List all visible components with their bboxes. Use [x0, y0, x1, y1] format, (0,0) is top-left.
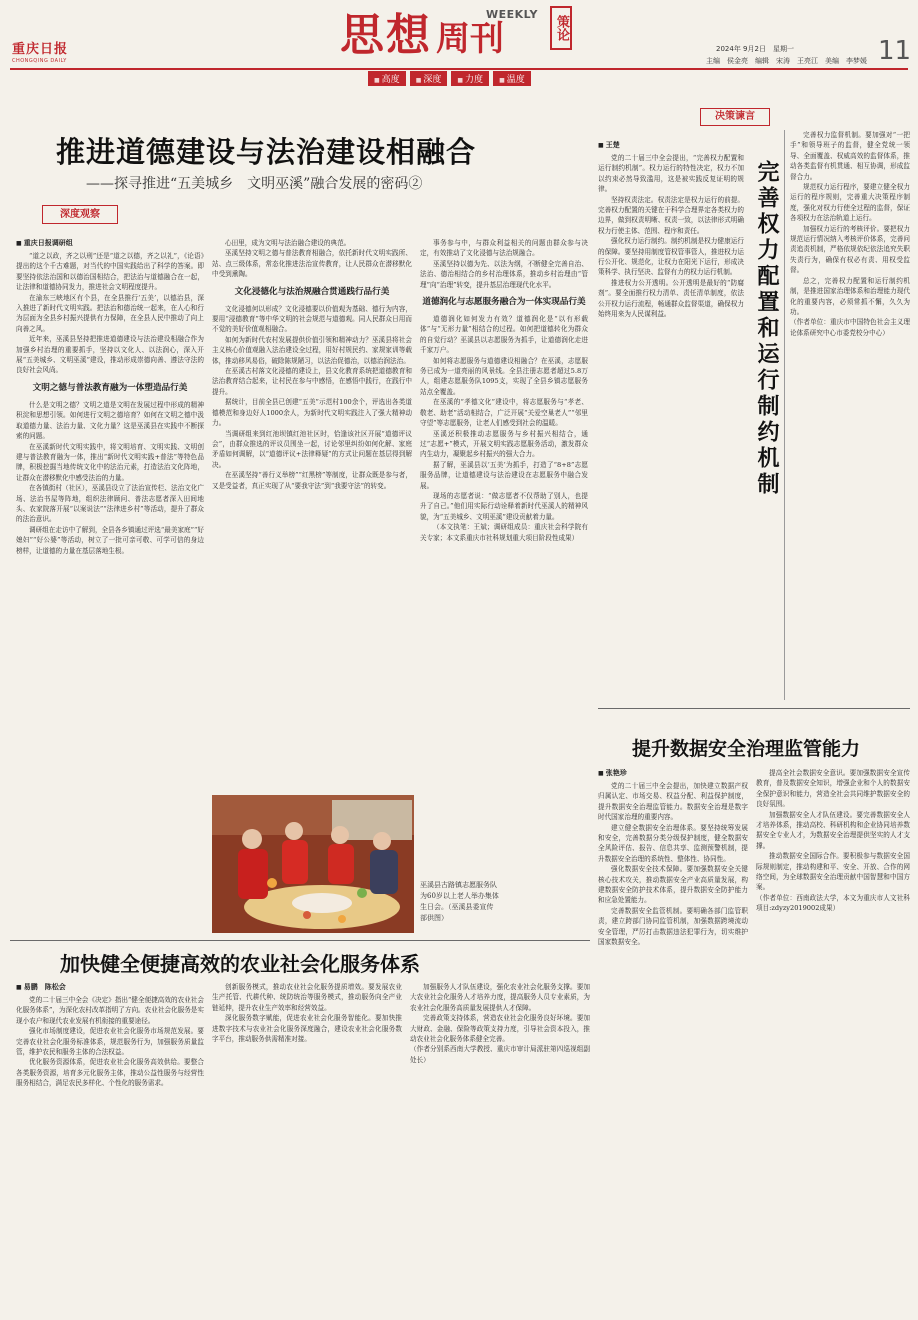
right-top-col-1: [598, 140, 744, 700]
right-vertical-title: 完善权力配置和运行制约机制: [754, 160, 780, 498]
photo-caption: 巫溪县古路镇志愿服务队为60岁以上老人举办集体生日会。（巫溪县委宣传部供图）: [420, 881, 499, 922]
paragraph: 党的二十届三中全会提出，加快建立数据产权归属认定、市场交易、权益分配、利益保护制度，提升数据安全治理监管能力。数据安全治理是数字时代国家治理的重要内容。: [598, 782, 748, 822]
author-note: （作者单位：西南政法大学，本文为重庆市人文社科项目:zdyzy2019002成果）: [756, 893, 910, 913]
masthead-title: [340, 8, 504, 68]
paragraph: 巫溪坚持以德为先、以法为纲，不断健全完善自治、法治、德治相结合的乡村治理体系，推动乡村治理由“管理”向“治理”转变，提升基层治理现代化水平。: [420, 259, 588, 289]
paragraph: 党的二十届三中全会提出，“完善权力配置和运行制约机制”。权力运行的特性决定，权力不加以约束必然导致滥用，这是被实践反复证明的规律。: [598, 154, 744, 194]
main-col-2: [212, 238, 412, 788]
paragraph: 文化浸德何以形成？文化浸德要以价值观为基础、德行为内容，要用“浸德教育”等中华文明的社会规范与道德观。同人民群众日用而不觉的美好价值观相融合。: [212, 304, 412, 334]
newspaper-logo: [12, 38, 82, 64]
bottom-byline: ■ 易鹏 陈松会: [16, 982, 204, 992]
paragraph: 强化市场制度建设，促进农业社会化服务市场规范发展。要完善农业社会化服务标准体系，规范服务行为，加强服务质量监管，维护农民和服务主体的合法权益。: [16, 1027, 204, 1057]
right-bottom-col-2: [756, 768, 910, 1308]
bottom-col-1: [16, 982, 204, 1312]
right-bottom-col-1: [598, 768, 748, 1308]
paragraph: 当调研组来到红池坝镇红池社区时，恰逢该社区开展“道德评议会”，由群众推选的评议员围坐一起，讨论邻里纠纷如何化解、家庭矛盾如何调解，以“道德评议+法律释疑”的方式让问题在基层得到解决。: [212, 429, 412, 469]
paragraph: 加强数据安全人才队伍建设。要完善数据安全人才培养体系，推动高校、科研机构和企业协同培养数据安全专业人才，为数据安全治理提供坚实的人才支撑。: [756, 810, 910, 850]
masthead-title-sub: 周刊: [436, 19, 504, 59]
logo-en: CHONGQING DAILY: [12, 58, 67, 64]
paragraph: 提高全社会数据安全意识。要加强数据安全宣传教育，普及数据安全知识，增强企业和个人的数据安全保护意识和能力，营造全社会共同维护数据安全的良好氛围。: [756, 769, 910, 809]
paragraph: 如何为新时代农村发展提供价值引领和精神动力？巫溪县将社会主义核心价值观融入法治建设全过程，用好村规民约、家规家训等载体，推动移风易俗，破除陈规陋习，以法治促德治，以德治润法治。: [212, 335, 412, 365]
paragraph: 在各镇街村（社区），巫溪县设立了法治宣传栏、法治文化广场、法治书屋等阵地，组织法律顾问、普法志愿者深入田间地头、农家院落开展“以案说法”“法律进乡村”等活动，提升了群众的法治意识。: [16, 484, 204, 524]
paragraph: 加强权力运行的考核评价。要把权力规范运行情况纳入考核评价体系，完善问责追责机制，严格依规依纪依法追究失职失责行为，确保有权必有责、用权受监督。: [790, 224, 910, 275]
paragraph: 巫溪还积极推动志愿服务与乡村振兴相结合，通过“志愿+”模式，开展文明实践志愿服务活动，激发群众内生动力，凝聚起乡村振兴的强大合力。: [420, 429, 588, 459]
main-col-3: [420, 238, 588, 868]
paragraph: 如何将志愿服务与道德建设相融合？在巫溪，志愿服务已成为一道亮丽的风景线。全县注册志愿者超过5.8万人，组建志愿服务队1095支，实现了全县乡镇志愿服务站点全覆盖。: [420, 356, 588, 396]
section-subhead: 道德润化与志愿服务融合为一体实现品行美: [422, 297, 586, 308]
right-badge: 决策谏言: [700, 108, 770, 126]
volunteer-photo: [212, 795, 414, 933]
paragraph: 强化数据安全技术保障。要加强数据安全关键核心技术攻关，推动数据安全产业高质量发展，构建数据安全防护技术体系，提升数据安全防护能力和应急处置能力。: [598, 865, 748, 905]
paragraph: 据统计，目前全县已创建“五美”示范村100余个，评选出各类道德模范和身边好人1000余人，为新时代文明实践注入了强大精神动力。: [212, 398, 412, 428]
masthead-weekly: WEEKLY: [486, 8, 538, 21]
right-divider: [598, 708, 910, 709]
paragraph: 现场的志愿者说：“做志愿者不仅帮助了别人，也提升了自己。”他们用实际行动诠释着新时代巫溪人的精神风貌，为“五美城乡、文明巫溪”建设贡献着力量。: [420, 491, 588, 521]
paragraph: 在渝东三峡地区有个县，在全县推行‘五美’，以德治县，深入推进了新时代文明实践。把法治和德治统一起来，在人心和行为层面为全县乡村振兴提供有力保障，在全县人民中推动了向上向善之风。: [16, 293, 204, 333]
main-article-subtitle: ——探寻推进“五美城乡 文明巫溪”融合发展的密码②: [86, 176, 423, 192]
main-col-1: [16, 238, 204, 918]
paragraph: 巫溪坚持文明之德与普法教育相融合，依托新时代文明实践所、站、点三级体系，常态化推进法治宣传教育，让人民群众在潜移默化中受到熏陶。: [212, 249, 412, 279]
tag-height: ■ 高度: [368, 71, 406, 86]
logo-cn: 重庆日报: [12, 42, 69, 57]
author-note: （作者分别系西南大学教授、重庆市审计局派驻第四巡视组副处长）: [410, 1045, 590, 1064]
paragraph: 在巫溪坚持“善行义举榜”“红黑榜”等制度，让群众既是参与者，又是受益者，真正实现了从“要我守法”到“我要守法”的转变。: [212, 471, 412, 490]
section-subhead: 文化浸德化与法治规融合贯通践行品行美: [234, 286, 390, 297]
paragraph: 总之，完善权力配置和运行制约机制，是推进国家治理体系和治理能力现代化的重要内容，必须常抓不懈，久久为功。: [790, 276, 910, 316]
paragraph: 坚持权责法定。权责法定是权力运行的前提。完善权力配置的关键在于科学合理界定各类权力的边界，做到权责明晰、权责一致，以法律形式明确权力行使主体、范围、程序和责任。: [598, 195, 744, 235]
column-divider: [784, 130, 785, 700]
paragraph: 党的二十届三中全会《决定》指出“健全便捷高效的农业社会化服务体系”，为深化农村改革指明了方向。农业社会化服务是实现小农户和现代农业发展有机衔接的重要途径。: [16, 996, 204, 1025]
paragraph: 优化服务资源体系，促进农业社会化服务高效供给。要整合各类服务资源，培育多元化服务主体，推动公益性服务与经营性服务相结合，满足农民多样化、个性化的服务需求。: [16, 1058, 204, 1088]
page-number: 11: [878, 36, 912, 66]
paragraph: 完善政策支持体系，营造农业社会化服务良好环境。要加大财政、金融、保险等政策支持力度，引导社会资本投入，推动农业社会化服务体系健全完善。: [410, 1014, 590, 1044]
paragraph: 深化服务数字赋能，促进农业社会化服务智能化。要加快推进数字技术与农业社会化服务深度融合，建设农业社会化服务数字平台，推动服务供需精准对接。: [212, 1014, 402, 1044]
paragraph: 调研组在走访中了解到，全县各乡镇通过评选“最美家庭”“好媳妇”“好公婆”等活动，树立了一批可亲可敬、可学可信的身边榜样，让道德的力量在基层落地生根。: [16, 525, 204, 555]
paragraph: 创新服务模式，推动农业社会化服务提质增效。要发展农业生产托管、代耕代种、统防统治等服务模式，推动服务向全产业链延伸，提升农业生产效率和经营效益。: [212, 983, 402, 1012]
main-article-title: 推进道德建设与法治建设相融合: [56, 135, 477, 169]
author-note: （作者单位：重庆市中国特色社会主义理论体系研究中心市委党校分中心）: [790, 318, 910, 337]
author-note: （本文执笔：王斌；调研组成员：重庆社会科学院有关专家；本文系重庆市社科规划重大项目阶段性成果）: [420, 523, 588, 542]
paragraph: 道德润化如何发力有效？道德润化是“以有形载体”与“无形力量”相结合的过程。如何把道德转化为群众的自觉行动？巫溪县以志愿服务为抓手，让道德润化走进千家万户。: [420, 315, 588, 355]
paragraph: 在巫溪的“孝德文化”建设中，将志愿服务与“孝老、敬老、助老”活动相结合，广泛开展“关爱空巢老人”“邻里守望”等志愿服务，让老人们感受到社会的温暖。: [420, 398, 588, 428]
right-top-byline: ■ 王楚: [598, 140, 744, 150]
tag-warmth: ■ 温度: [493, 71, 531, 86]
masthead-rule: [10, 68, 908, 70]
paragraph: 完善数据安全监管机制。要明确各部门监管职责，建立跨部门协同监管机制，加强数据跨境流动安全管理，严厉打击数据违法犯罪行为，切实维护国家数据安全。: [598, 906, 748, 947]
right-top-col-2: [790, 130, 910, 700]
agri-service-title: 加快健全便捷高效的农业社会化服务体系: [60, 952, 420, 976]
data-security-title: 提升数据安全治理监管能力: [632, 738, 861, 760]
main-byline: ■ 重庆日报调研组: [16, 238, 204, 248]
paragraph: 什么是文明之德？文明之道是文明在发展过程中形成的精神积淀和思想引领。如何进行文明之德培育？如何在文明之德中汲取道德力量、法治力量、文化力量？这是巫溪县在实践中不断探索的问题。: [16, 400, 204, 441]
paragraph: 加强服务人才队伍建设，强化农业社会化服务支撑。要加大农业社会化服务人才培养力度，提高服务人员专业素质，为农业社会化服务高质量发展提供人才保障。: [410, 983, 590, 1012]
paragraph: 事务参与中，与群众利益相关的问题由群众参与决定，有效推动了文化浸德与法治规融合。: [420, 239, 588, 258]
paragraph: 推动数据安全国际合作。要积极参与数据安全国际规则制定，推动构建和平、安全、开放、合作的网络空间，为全球数据安全治理贡献中国智慧和中国方案。: [756, 852, 910, 892]
section-subhead: 文明之德与普法教育融为一体塑造品行美: [32, 382, 188, 393]
paragraph: 完善权力监督机制。要加强对“一把手”和领导班子的监督，健全党统一领导、全面覆盖、权威高效的监督体系，推动各类监督有机贯通、相互协调，形成监督合力。: [790, 131, 910, 181]
paragraph: 近年来，巫溪县坚持把推进道德建设与法治建设相融合作为加强乡村治理的重要抓手，坚持以文化人、以法润心，深入开展“五美城乡、文明巫溪”建设，推动形成崇德向善、遵法守法的良好社会风尚。: [16, 335, 204, 375]
bottom-col-2: [212, 982, 402, 1312]
tag-strength: ■ 力度: [451, 71, 489, 86]
masthead-title-main: 思想: [340, 10, 432, 61]
paragraph: 在巫溪新时代文明实践中，将文明培育、文明实践、文明创建与普法教育融为一体，推出“新时代文明实践+普法”等特色品牌，积极挖掘当地传统文化中的法治元素，打造法治文化阵地，让群众在潜移默化中感受法治的力量。: [16, 442, 204, 482]
bottom-col-3: [410, 982, 590, 1312]
paragraph: 建立健全数据安全治理体系。要坚持统筹发展和安全，完善数据分类分级保护制度，健全数据安全风险评估、报告、信息共享、监测预警机制，提升数据安全治理的系统性、整体性、协同性。: [598, 823, 748, 863]
editor-credits: 主编 侯金亮 编辑 宋涛 王亮江 美编 李梦媛: [706, 57, 867, 65]
paragraph: 据了解，巫溪县以‘五美’为抓手，打造了“8+8”志愿服务品牌，让道德建设与法治建设在志愿服务中融合发展。: [420, 460, 588, 490]
issue-date: 2024年 9月2日 星期一: [716, 45, 794, 53]
tag-bar: [368, 71, 531, 86]
tag-depth: ■ 深度: [410, 71, 448, 86]
paragraph: 规范权力运行程序，要建立健全权力运行的程序规则，完善重大决策程序制度，强化对权力行使全过程的监督，保证各项权力在法治轨道上运行。: [790, 183, 910, 223]
photo-illustration: [212, 795, 414, 933]
paragraph: 强化权力运行制约。制约机制是权力健康运行的保障。要坚持用制度管权管事管人，推进权力运行公开化、规范化，让权力在阳光下运行，形成决策科学、执行坚决、监督有力的权力运行机制。: [598, 237, 744, 277]
section-badge-label: 深度观察: [60, 209, 100, 220]
right-bottom-byline: ■ 张艳珍: [598, 768, 748, 778]
paragraph: 在巫溪古村落文化浸德的建设上，县文化教育系统把道德教育和法治教育结合起来，让村民在参与中感悟，在感悟中践行，在践行中提升。: [212, 367, 412, 396]
masthead-stamp: 策论: [550, 6, 572, 50]
paragraph: “道之以政，齐之以刑”还是“道之以德，齐之以礼”，《论语》提出的这个千古难题，对当代的中国实践给出了科学的答案。即要坚持依法治国和以德治国相结合，把法治与道德融合在一起，让法律和道德协同发力，推进社会文明程度提升。: [16, 252, 204, 292]
paragraph: 推进权力公开透明。公开透明是最好的“防腐剂”。要全面推行权力清单、责任清单制度，依法公开权力运行流程，畅通群众监督渠道，确保权力始终用来为人民谋利益。: [598, 278, 744, 319]
bottom-divider: [10, 940, 590, 941]
paragraph: 心田里，成为文明与法治融合建设的典范。: [225, 239, 351, 247]
section-badge: [42, 205, 118, 224]
